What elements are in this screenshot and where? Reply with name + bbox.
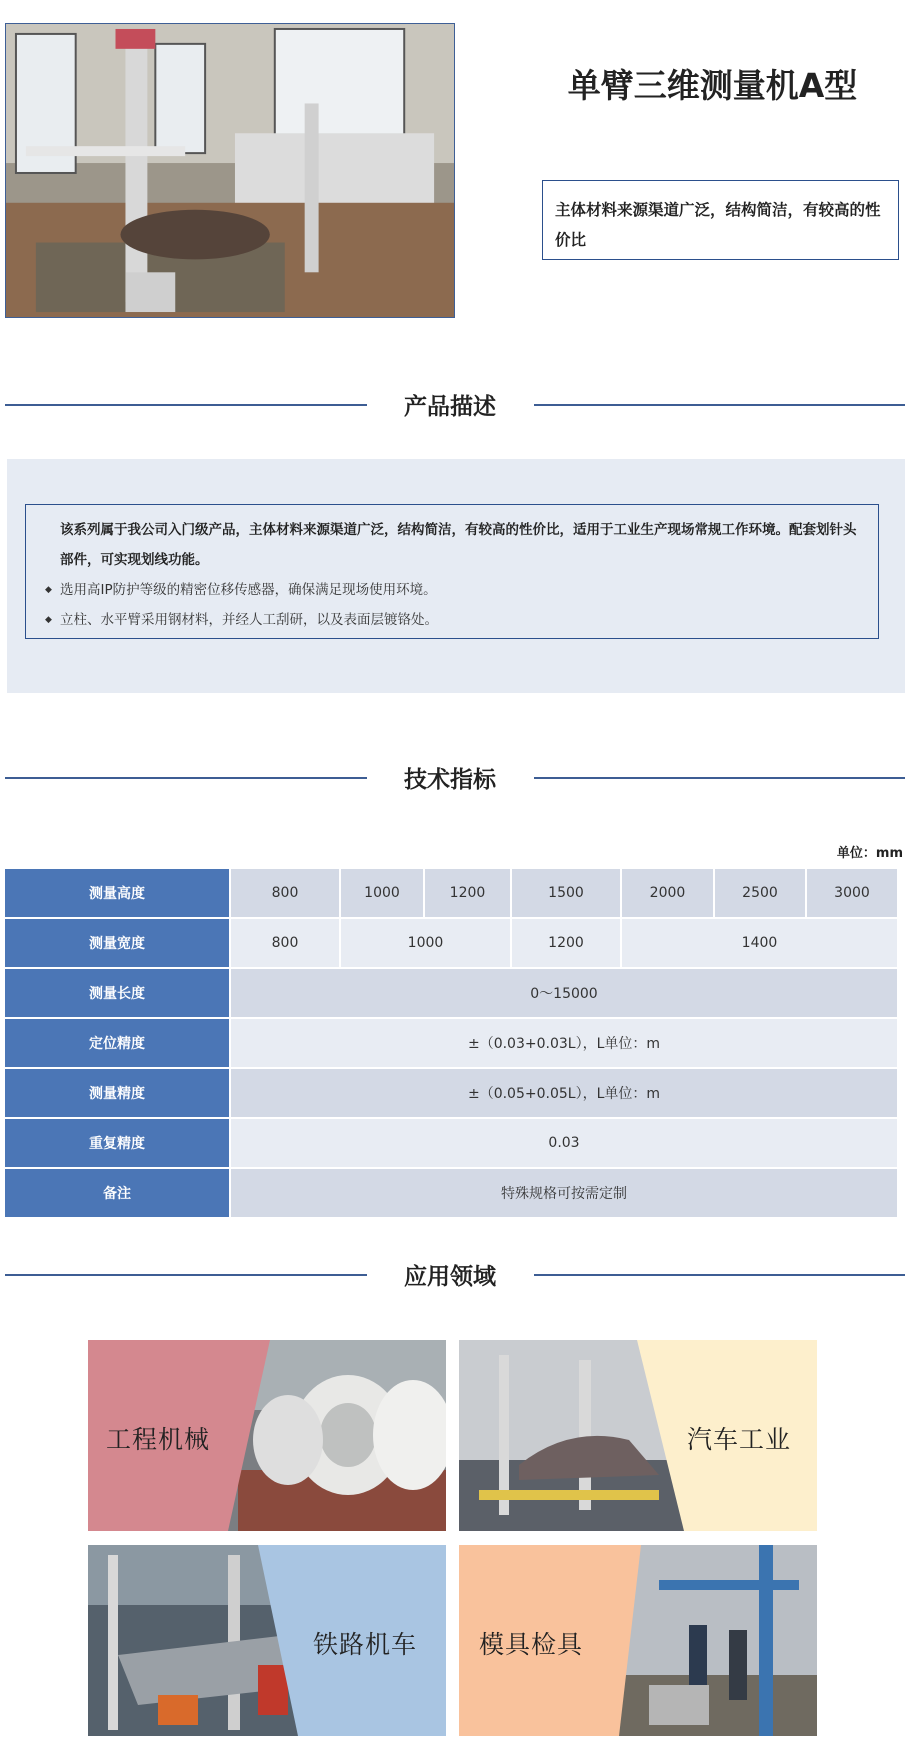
table-cell: 0.03: [231, 1119, 897, 1167]
description-text: 该系列属于我公司入门级产品，主体材料来源渠道广泛，结构简洁，有较高的性价比，适用于工业生产现场常规工作环境。配套划针头部件，可实现划线功能。: [60, 522, 857, 568]
diamond-bullet-icon: ◆: [45, 615, 52, 625]
specs-table: [3, 867, 899, 1219]
section-title-specs: 技术指标: [404, 767, 496, 793]
tile-label: 铁路机车: [313, 1630, 418, 1659]
description-bullet: [45, 605, 864, 635]
product-title: 单臂三维测量机A型: [567, 66, 858, 105]
row-header: 定位精度: [5, 1019, 229, 1067]
table-cell: 3000: [807, 869, 897, 917]
row-header: 测量长度: [5, 969, 229, 1017]
application-tile[interactable]: [459, 1340, 817, 1531]
table-cell: 1500: [512, 869, 620, 917]
section-divider-left: [5, 1274, 367, 1276]
table-cell: 1400: [622, 919, 897, 967]
table-cell: 0～15000: [231, 969, 897, 1017]
product-summary: 主体材料来源渠道广泛，结构简洁，有较高的性价比: [542, 180, 899, 260]
description-box: [25, 504, 879, 639]
application-tile[interactable]: [88, 1545, 446, 1736]
unit-label: 单位：mm: [836, 846, 903, 861]
table-row: [5, 869, 897, 917]
row-header: 测量宽度: [5, 919, 229, 967]
table-cell: 1000: [341, 919, 510, 967]
section-divider-left: [5, 404, 367, 406]
table-cell: 1200: [425, 869, 510, 917]
section-title-applications: 应用领域: [404, 1264, 496, 1290]
table-cell: 1000: [341, 869, 423, 917]
section-divider-left: [5, 777, 367, 779]
application-tile[interactable]: [459, 1545, 817, 1736]
table-row: [5, 1069, 897, 1117]
diamond-bullet-icon: ◆: [45, 585, 52, 595]
application-tile[interactable]: [88, 1340, 446, 1531]
tile-label: 汽车工业: [687, 1425, 792, 1454]
bullet-text: 选用高IP防护等级的精密位移传感器，确保满足现场使用环境。: [60, 582, 437, 598]
table-row: [5, 1119, 897, 1167]
tile-label: 模具检具: [479, 1630, 584, 1659]
row-header: 重复精度: [5, 1119, 229, 1167]
row-header: 备注: [5, 1169, 229, 1217]
table-cell: ±（0.03+0.03L），L单位：m: [231, 1019, 897, 1067]
tile-label: 工程机械: [106, 1425, 211, 1454]
table-cell: 1200: [512, 919, 620, 967]
table-cell: 800: [231, 869, 339, 917]
table-row: [5, 919, 897, 967]
description-bullet: [45, 575, 864, 605]
section-divider-right: [534, 1274, 905, 1276]
table-row: [5, 1019, 897, 1067]
table-cell: 2000: [622, 869, 713, 917]
table-cell: 2500: [715, 869, 805, 917]
bullet-text: 立柱、水平臂采用钢材料，并经人工刮研，以及表面层镀铬处。: [60, 612, 438, 628]
row-header: 测量高度: [5, 869, 229, 917]
table-cell: 特殊规格可按需定制: [231, 1169, 897, 1217]
section-divider-right: [534, 777, 905, 779]
row-header: 测量精度: [5, 1069, 229, 1117]
product-photo: [5, 23, 455, 318]
section-title-description: 产品描述: [404, 394, 496, 420]
table-row: [5, 969, 897, 1017]
table-cell: ±（0.05+0.05L），L单位：m: [231, 1069, 897, 1117]
table-row: [5, 1169, 897, 1217]
table-cell: 800: [231, 919, 339, 967]
section-divider-right: [534, 404, 905, 406]
